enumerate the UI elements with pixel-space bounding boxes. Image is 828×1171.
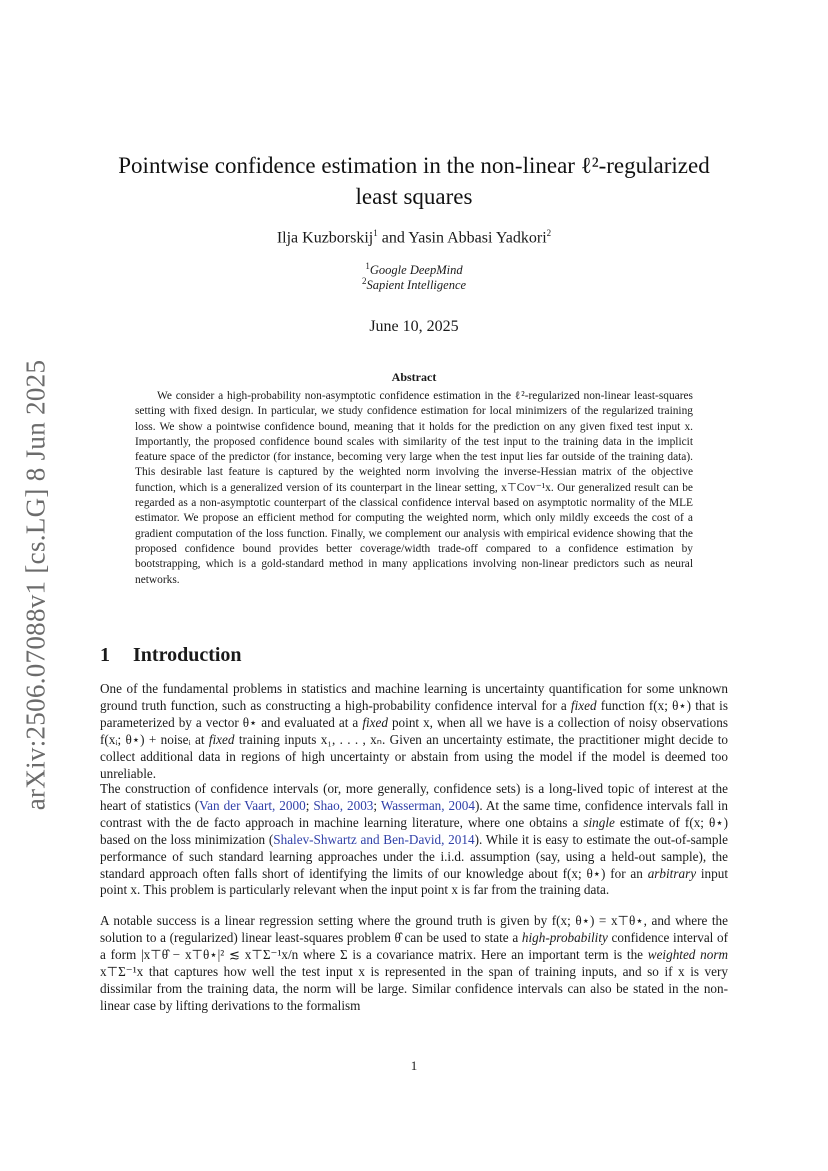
intro-paragraph-3 — [100, 913, 728, 1014]
author-1-affil-mark: 1 — [373, 228, 378, 238]
title-line-1: Pointwise confidence estimation in the non-linear ℓ²-regularized — [118, 153, 710, 178]
p3-text-b: confidence interval of a form |x⊤θ̂ − x⊤θ⋆|² ≲ x⊤Σ⁻¹x/n where Σ is a covariance matrix. Here an important term is the — [100, 929, 729, 962]
abstract-heading: Abstract — [391, 370, 437, 384]
affiliation-2 — [100, 276, 728, 293]
affiliation-2-name: Sapient Intelligence — [366, 278, 467, 293]
citation-shao[interactable]: Shao, 2003 — [313, 797, 374, 813]
section-title: Introduction — [133, 644, 242, 666]
author-2-name: Yasin Abbasi Yadkori — [408, 229, 547, 247]
p2-text-d: ). While it is easy to estimate the out-of-sample performance of such standard learning approaches under the i.i.d. assumption (say, using a held-out sample), the standard approach often falls short of identifying the limits of our knowledge about f(x; θ⋆) for an — [100, 831, 728, 881]
p1-text-e: point x, when all we have is a collection of noisy observations f(xᵢ; θ⋆) + noiseᵢ at — [100, 714, 729, 747]
p3-text-a: A notable success is a linear regression setting where the ground truth is given by f(x; θ⋆) = x⊤θ⋆, and where the solution to a (regularized) linear least-squares problem θ̂ can be used to state a — [100, 913, 728, 945]
author-list — [100, 228, 728, 247]
p2-sep-1: ; — [305, 797, 314, 813]
p2-text-b: ). At the same time, confidence intervals fall in contrast with the de facto approach in machine learning literature, where one obtains a — [100, 797, 728, 830]
author-conjunction: and — [377, 229, 409, 247]
p1-text-c: function f(x; θ⋆) that is parameterized by a vector θ⋆ and evaluated at a — [100, 697, 728, 730]
section-number: 1 — [100, 644, 110, 666]
p2-sep-2: ; — [373, 797, 381, 813]
arxiv-id-text: arXiv:2506.07088v1 [cs.LG] 8 Jun 2025 — [20, 359, 51, 811]
section-heading — [100, 644, 242, 667]
p1-text-a: One of the fundamental problems in statistics and machine learning is uncertainty quantification for some unknown ground truth function, such as constructing a high-probability confidence interval for a — [100, 681, 728, 713]
publication-date: June 10, 2025 — [369, 318, 459, 335]
abstract-text: We consider a high-probability non-asymptotic confidence estimation in the ℓ²-regularized non-linear least-squares setting with fixed design. In particular, we study confidence estimation for local minimizers of the regularized training loss. We show a pointwise confidence bound, meaning that it holds for the prediction on any given fixed test input x. Importantly, the proposed confidence bound scales with similarity of the test input to the training data in the implicit feature space of the predictor (for instance, becoming very large when the test input lies far outside of the training data). This desirable last feature is captured by the weighted norm involving the inverse-Hessian matrix of the objective function, which is a generalized version of its counterpart in the linear setting, x⊤Cov⁻¹x. Our generalized result can be regarded as a non-asymptotic counterpart of the classical confidence interval based on asymptotic normality of the MLE estimator. We propose an efficient method for computing the weighted norm, which only mildly exceeds the cost of a gradient computation of the loss function. Finally, we complement our analysis with empirical evidence showing that the proposed confidence bound provides better coverage/width trade-off compared to a confidence estimation by bootstrapping, which is a gold-standard method in many applications involving non-linear predictors such as neural networks. — [135, 390, 693, 586]
p1-emph-fixed-1: fixed — [570, 697, 597, 713]
affiliation-1-name: Google DeepMind — [369, 263, 463, 278]
p3-text-c: x⊤Σ⁻¹x that captures how well the test input x is represented in the span of training inputs, and so if x is very dissimilar from the training data, the norm will be large. Similar confidence intervals can also be stated in the non-linear case by lifting derivations to the formalism — [100, 963, 728, 1013]
p2-text-e: input point x. This problem is particularly relevant when the input point x is far from the training data. — [100, 865, 728, 898]
citation-shalev-shwartz[interactable]: Shalev-Shwartz and Ben-David, 2014 — [273, 831, 475, 847]
title-line-2: least squares — [355, 184, 473, 209]
citation-van-der-vaart[interactable]: Van der Vaart, 2000 — [199, 797, 306, 813]
affiliation-1-mark: 1 — [365, 261, 370, 271]
page-number: 1 — [410, 1058, 418, 1073]
p1-text-g: training inputs x₁, . . . , xₙ. Given an uncertainty estimate, the practitioner might decide to collect additional data in regions of high uncertainty or abstain from using the model if the model is deemed too unreliable. — [100, 731, 728, 781]
paper-title — [100, 150, 728, 212]
p2-text-a: The construction of confidence intervals (or, more generally, confidence sets) is a long-lived topic of interest at the heart of statistics ( — [100, 781, 728, 813]
affiliation-2-mark: 2 — [361, 276, 367, 286]
citation-wasserman[interactable]: Wasserman, 2004 — [380, 797, 475, 813]
intro-paragraph-1 — [100, 681, 728, 782]
p3-emph-weighted-norm: weighted norm — [647, 946, 728, 962]
p2-emph-single: single — [583, 814, 615, 830]
arxiv-sidebar-identifier — [16, 350, 56, 820]
p1-emph-fixed-3: fixed — [208, 731, 235, 747]
p1-emph-fixed-2: fixed — [362, 714, 388, 730]
author-2-affil-mark: 2 — [546, 228, 552, 238]
p2-emph-arbitrary: arbitrary — [647, 865, 697, 881]
p3-emph-high-probability: high-probability — [521, 929, 608, 945]
intro-paragraph-2 — [100, 781, 728, 899]
author-1-name: Ilja Kuzborskij — [276, 229, 374, 247]
p2-text-c: estimate of f(x; θ⋆) based on the loss minimization ( — [100, 814, 728, 847]
